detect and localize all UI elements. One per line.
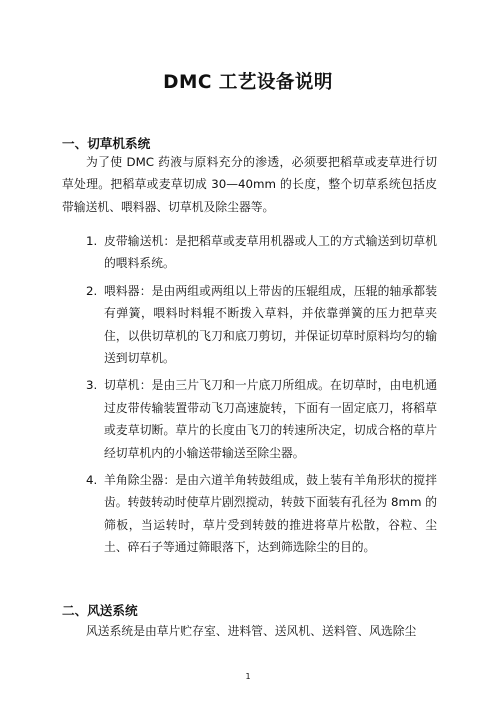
- list-item-number: 2.: [86, 283, 98, 298]
- section-1-intro: 为了使 DMC 药液与原料充分的渗透，必须要把稻草或麦草进行切草处理。把稻草或麦草切成 30—40mm 的长度，整个切草系统包括皮带输送机、喂料器、切草机及除尘器等。: [62, 155, 437, 214]
- list-item: [62, 469, 437, 559]
- list-item-text: 羊角除尘器：是由六道羊角转鼓组成，鼓上装有羊角形状的搅拌齿。转鼓转动时使草片剧烈搅动，转鼓下面装有孔径为 8mm 的筛板，当运转时，草片受到转鼓的推进将草片松散，谷粒、尘土、碎石子等通过筛眼落下，达到筛选除尘的目的。: [104, 473, 437, 555]
- list-item-text: 切草机：是由三片飞刀和一片底刀所组成。在切草时，由电机通过皮带传输装置带动飞刀高速旋转，下面有一固定底刀，将稻草或麦草切断。草片的长度由飞刀的转速所决定，切成合格的草片经切草机内的小输送带输送至除尘器。: [104, 378, 437, 460]
- list-item-text: 喂料器：是由两组或两组以上带齿的压辊组成，压辊的轴承都装有弹簧，喂料时料辊不断拨入草料，并依靠弹簧的压力把草夹住，以供切草机的飞刀和底刀剪切，并保证切草时原料均匀的输送到切草机。: [104, 283, 437, 366]
- list-item: [62, 374, 437, 464]
- section-heading-2: 二、风送系统: [62, 603, 138, 618]
- page-number: 1: [245, 672, 251, 681]
- page-title: DMC 工艺设备说明: [163, 72, 333, 93]
- section-heading-1: 一、切草机系统: [62, 136, 151, 151]
- list-item-number: 4.: [86, 473, 98, 488]
- list-item-number: 1.: [86, 234, 98, 248]
- list-item-number: 3.: [86, 378, 98, 393]
- list-item: [62, 230, 437, 275]
- section-1-list: [62, 230, 437, 564]
- list-item: [62, 280, 437, 370]
- list-item-text: 皮带输送机：是把稻草或麦草用机器或人工的方式输送到切草机的喂料系统。: [104, 234, 437, 271]
- section-2-intro: 风送系统是由草片贮存室、进料管、送风机、送料管、风选除尘: [86, 624, 417, 638]
